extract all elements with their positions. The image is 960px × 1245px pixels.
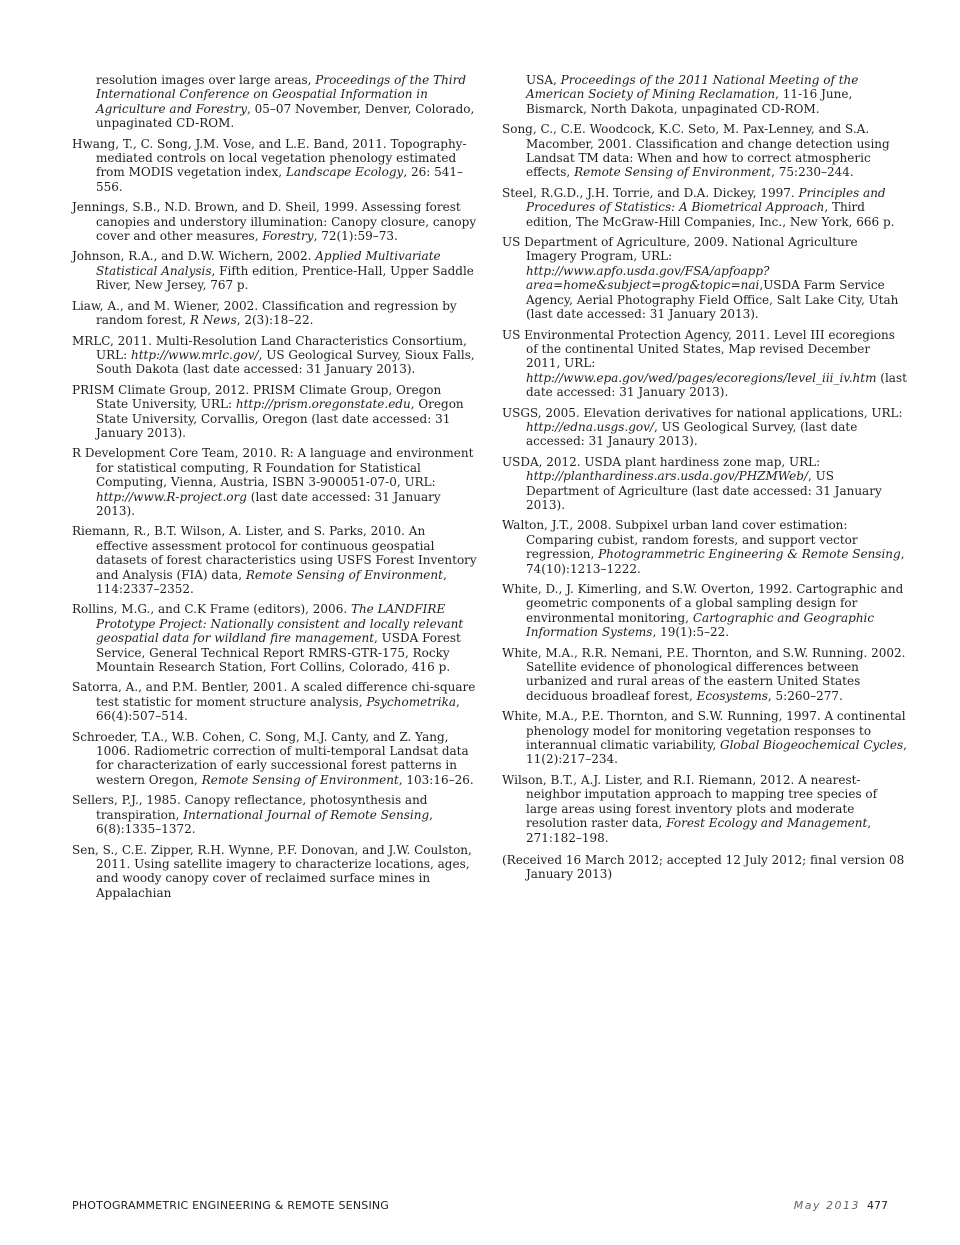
reference-text: PRISM Climate Group, 2012. PRISM Climate Group, Oregon State University, URL: (72, 382, 442, 412)
reference-entry (72, 524, 477, 596)
reference-text: Riemann, R., B.T. Wilson, A. Lister, and S. Parks, 2010. An effective assessment protocol for continuous geospatial datasets of forest characteristics using USFS Forest Inventory and Analysis (FIA) data, (72, 524, 477, 582)
reference-text: , 75:230–244. (771, 165, 854, 180)
reference-entry (72, 602, 477, 674)
reference-italic-text: http://prism.oregonstate.edu (235, 397, 411, 412)
reference-italic-text: Applied Multivariate Statistical Analysis (96, 249, 441, 278)
reference-text: , 11-16 June, Bismarck, North Dakota, unpaginated CD-ROM. (526, 87, 853, 116)
reference-text: R Development Core Team, 2010. R: A language and environment for statistical computing, R Foundation for Statistical Computing, Vienna, Austria, ISBN 3-900051-07-0, URL: (72, 446, 474, 490)
reference-entry (502, 186, 907, 229)
reference-italic-text: http://planthardiness.ars.usda.gov/PHZMWeb/ (526, 469, 808, 484)
reference-text: , 114:2337–2352. (96, 567, 447, 596)
reference-text: , 5:260–277. (767, 688, 843, 703)
reference-entry (502, 646, 907, 704)
reference-text: , 05–07 November, Denver, Colorado, unpaginated CD-ROM. (96, 101, 475, 131)
reference-text: (Received 16 March 2012; accepted 12 July 2012; final version 08 January 2013) (502, 852, 905, 882)
reference-italic-text: http://www.R-project.org (96, 489, 247, 504)
reference-text: Rollins, M.G., and C.K Frame (editors), 2006. (72, 602, 351, 617)
reference-entry (502, 406, 907, 449)
reference-italic-text: Cartographic and Geographic Information Systems (526, 610, 875, 640)
reference-italic-text: Global Biogeochemical Cycles (720, 738, 904, 753)
reference-italic-text: Remote Sensing of Environment (574, 165, 772, 180)
reference-text: , US Geological Survey, (last date accessed: 31 Janaury 2013). (526, 419, 858, 449)
reference-text: Song, C., C.E. Woodcock, K.C. Seto, M. Pax-Lenney, and S.A. Macomber, 2001. Classification and change detection using Landsat TM data: When and how to correct atmospheric effects, (502, 122, 890, 180)
reference-entry (72, 843, 477, 901)
reference-entry (502, 73, 907, 116)
reference-italic-text: R News (189, 313, 237, 328)
reference-text: , 11(2):217–234. (526, 738, 907, 767)
reference-text: Steel, R.G.D., J.H. Torrie, and D.A. Dickey, 1997. (502, 185, 799, 200)
reference-text: , US Department of Agriculture (last date accessed: 31 January 2013). (526, 469, 882, 512)
reference-entry (502, 122, 907, 180)
reference-text: , USDA Forest Service, General Technical Report RMRS-GTR-175, Rocky Mountain Research Station, Fort Collins, Colorado, 416 p. (96, 631, 461, 675)
reference-italic-text: http://www.mrlc.gov/ (130, 347, 259, 362)
reference-italic-text: Remote Sensing of Environment (201, 772, 399, 787)
reference-text: Sen, S., C.E. Zipper, R.H. Wynne, P.F. Donovan, and J.W. Coulston, 2011. Using satellite imagery to characterize locations, ages, and woody canopy cover of reclaimed surface mines in Appalachian (72, 842, 472, 900)
reference-entry (502, 582, 907, 640)
reference-text: Johnson, R.A., and D.W. Wichern, 2002. (72, 249, 316, 264)
reference-italic-text: http://www.epa.gov/wed/pages/ecoregions/level_iii_iv.htm (526, 370, 877, 385)
reference-text: , 19(1):5–22. (652, 625, 730, 640)
reference-text: MRLC, 2011. Multi-Resolution Land Characteristics Consortium, URL: (72, 333, 467, 362)
reference-entry (72, 446, 477, 518)
reference-text: Wilson, B.T., A.J. Lister, and R.I. Riemann, 2012. A nearest-neighbor imputation approach to mapping tree species of large areas using forest inventory plots and moderate resolution raster data, (502, 772, 878, 831)
reference-text: , 6(8):1335–1372. (96, 807, 433, 837)
reference-entry (72, 793, 477, 836)
reference-text: White, D., J. Kimerling, and S.W. Overton, 1992. Cartographic and geometric components of a global sampling design for environmental monitoring, (502, 582, 904, 625)
reference-text: , Fifth edition, Prentice-Hall, Upper Saddle River, New Jersey, 767 p. (96, 263, 474, 293)
reference-entry (72, 334, 477, 377)
reference-text: , 66(4):507–514. (96, 694, 460, 724)
reference-entry (502, 455, 907, 513)
reference-italic-text: Proceedings of the 2011 National Meeting of the American Society of Mining Reclamation (526, 73, 859, 102)
reference-entry (72, 680, 477, 723)
reference-text: USA, (526, 73, 561, 87)
reference-text: resolution images over large areas, (96, 73, 316, 87)
reference-italic-text: Forest Ecology and Management (666, 816, 868, 831)
reference-italic-text: Forestry (262, 229, 314, 244)
reference-column-left (72, 73, 477, 906)
reference-text: ,USDA Farm Service Agency, Aerial Photography Field Office, Salt Lake City, Utah (last date accessed: 31 January 2013). (526, 278, 899, 322)
reference-italic-text: http://edna.usgs.gov/ (526, 419, 654, 434)
reference-italic-text: http://www.apfo.usda.gov/FSA/apfoapp?area=home&subject=prog&topic=nai (526, 263, 770, 293)
reference-text: , 72(1):59–73. (313, 229, 398, 244)
reference-text: , 2(3):18–22. (236, 313, 314, 328)
reference-text: , 74(10):1213–1222. (526, 547, 905, 576)
reference-text: , US Geological Survey, Sioux Falls, South Dakota (last date accessed: 31 January 2013). (96, 347, 475, 377)
reference-text: Satorra, A., and P.M. Bentler, 2001. A scaled difference chi-square test statistic for moment structure analysis, (72, 680, 476, 709)
reference-text: US Environmental Protection Agency, 2011. Level III ecoregions of the continental United States, Map revised December 2011, URL: (502, 327, 895, 371)
reference-text: , 26: 541–556. (96, 165, 464, 194)
reference-italic-text: International Journal of Remote Sensing (183, 807, 430, 822)
reference-italic-text: Landscape Ecology (285, 165, 404, 180)
page-footer (72, 1199, 888, 1219)
reference-italic-text: Principles and Procedures of Statistics: A Biometrical Approach (526, 185, 886, 215)
reference-italic-text: Remote Sensing of Environment (245, 567, 443, 582)
reference-text: , 103:16–26. (398, 772, 474, 787)
reference-entry (72, 299, 477, 328)
reference-text: Walton, J.T., 2008. Subpixel urban land cover estimation: Comparing cubist, random forests, and support vector regression, (502, 518, 858, 562)
reference-text: Hwang, T., C. Song, J.M. Vose, and L.E. Band, 2011. Topography-mediated controls on local vegetation phenology estimated from MODIS vegetation index, (72, 136, 467, 180)
reference-text: (last date accessed: 31 January 2013). (526, 370, 907, 400)
reference-entry (502, 773, 907, 845)
reference-entry (72, 200, 477, 243)
reference-entry (72, 73, 477, 131)
reference-text: Jennings, S.B., N.D. Brown, and D. Sheil, 1999. Assessing forest canopies and understory illumination: Canopy closure, canopy cover and other measures, (72, 200, 477, 244)
footer-journal-title: PHOTOGRAMMETRIC ENGINEERING & REMOTE SENSING (72, 1199, 390, 1212)
footer-page-number: 477 (867, 1199, 888, 1212)
reference-text: White, M.A., R.R. Nemani, P.E. Thornton, and S.W. Running. 2002. Satellite evidence of phonological differences between urbanized and rural areas of the eastern United States deciduous broadleaf forest, (502, 645, 906, 703)
received-note (502, 853, 907, 882)
reference-italic-text: Psychometrika (366, 694, 457, 709)
reference-italic-text: The LANDFIRE Prototype Project: Nationally consistent and locally relevant geospatial data for wildland fire management (96, 602, 464, 646)
reference-text: Schroeder, T.A., W.B. Cohen, C. Song, M.J. Canty, and Z. Yang, 1006. Radiometric correction of multi-temporal Landsat data for characterization of early successional forest patterns in western Oregon, (72, 729, 469, 787)
reference-italic-text: Ecosystems (696, 688, 768, 703)
reference-text: US Department of Agriculture, 2009. National Agriculture Imagery Program, URL: (502, 235, 858, 264)
reference-entry (502, 328, 907, 400)
reference-italic-text: Proceedings of the Third International Conference on Geospatial Information in Agriculture and Forestry (96, 73, 467, 116)
reference-text: White, M.A., P.E. Thornton, and S.W. Running, 1997. A continental phenology model for monitoring vegetation responses to interannual climatic variability, (502, 709, 906, 753)
reference-italic-text: Photogrammetric Engineering & Remote Sensing (598, 547, 901, 562)
reference-text: , Third edition, The McGraw-Hill Companies, Inc., New York, 666 p. (526, 200, 895, 229)
reference-text: (last date accessed: 31 January 2013). (96, 489, 441, 518)
reference-text: Liaw, A., and M. Wiener, 2002. Classification and regression by random forest, (72, 298, 457, 328)
reference-entry (502, 518, 907, 576)
reference-entry (72, 730, 477, 788)
reference-column-right (502, 73, 907, 888)
reference-entry (502, 235, 907, 321)
reference-entry (502, 709, 907, 767)
reference-text: USDA, 2012. USDA plant hardiness zone map, URL: (502, 454, 821, 469)
footer-issue-date: May 2013 (793, 1199, 860, 1212)
reference-text: USGS, 2005. Elevation derivatives for national applications, URL: (502, 405, 903, 420)
reference-text: , Oregon State University, Corvallis, Oregon (last date accessed: 31 January 2013). (96, 397, 464, 440)
reference-entry (72, 383, 477, 441)
reference-entry (72, 137, 477, 195)
reference-text: , 271:182–198. (526, 816, 872, 845)
reference-entry (72, 249, 477, 292)
reference-text: Sellers, P.J., 1985. Canopy reflectance, photosynthesis and transpiration, (72, 793, 428, 822)
